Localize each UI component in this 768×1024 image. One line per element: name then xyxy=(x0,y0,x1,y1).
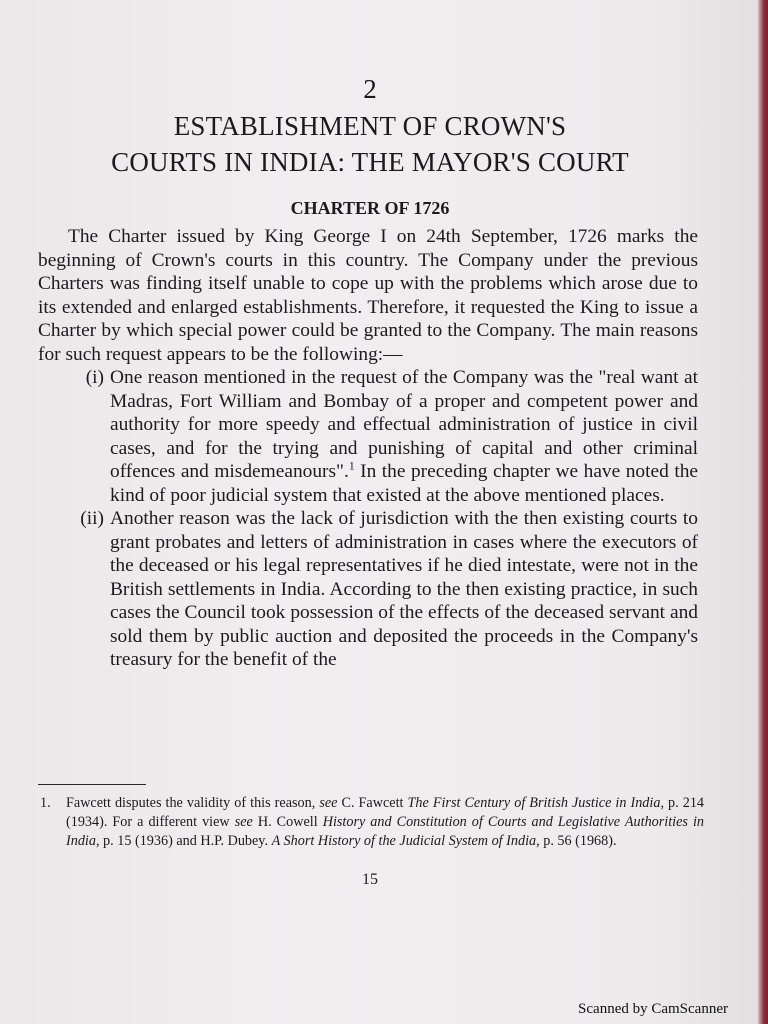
footnote-segment-italic: see xyxy=(234,814,253,830)
footnote-segment: H. Cowell xyxy=(252,814,323,830)
footnote-text xyxy=(66,794,704,851)
footnote-reference[interactable]: 1 xyxy=(348,459,355,473)
reason-text: Another reason was the lack of jurisdiction with the then existing courts to grant probates and letters of administration in cases where the executors of the deceased or his legal representatives if he died intestate, were not in the British settlements in India. According to the then existing practice, in such cases the Council took possession of the effects of the deceased servant and sold them by public auction and deposited the proceeds in the Company's treasury for the benefit of the xyxy=(110,508,698,670)
body-text xyxy=(38,225,698,672)
chapter-title-line-1: ESTABLISHMENT OF CROWN'S xyxy=(173,111,567,141)
footnote-book-title: A Short History of the Judicial System of India xyxy=(271,833,537,849)
chapter-title-line-2: COURTS IN INDIA: THE MAYOR'S COURT xyxy=(111,147,629,177)
footnote-segment: , p. 214 (1934). For a different view xyxy=(66,795,705,830)
page-number: 15 xyxy=(362,871,378,888)
scanner-watermark: Scanned by CamScanner xyxy=(578,1001,728,1017)
footnote-divider xyxy=(38,784,146,785)
list-item xyxy=(38,366,698,507)
list-item-text xyxy=(110,507,698,672)
list-marker: (ii) xyxy=(80,508,104,529)
list-item-text xyxy=(110,366,698,507)
reason-text-continued: In the preceding chapter we have noted the kind of poor judicial system that existed at the above mentioned places. xyxy=(110,461,699,506)
list-item xyxy=(38,507,698,672)
book-edge xyxy=(758,0,768,1024)
footnote-book-title: History and Constitution of Courts and Legislative Authorities in India xyxy=(66,814,704,849)
reason-text: One reason mentioned in the request of the Company was the "real want at Madras, Fort William and Bombay of a proper and competent power and authority for more speedy and effectual administration of justice in civil cases, and for the trying and punishing of capital and other criminal offences and misdemeanours". xyxy=(110,367,698,482)
section-heading: CHARTER OF 1726 xyxy=(290,198,450,218)
chapter-number: 2 xyxy=(363,74,377,104)
footnote-number: 1. xyxy=(40,795,51,811)
footnote xyxy=(40,794,704,851)
intro-paragraph: The Charter issued by King George I on 24th September, 1726 marks the beginning of Crown's courts in this country. The Company under the previous Charters was finding itself unable to cope up with the problems which arose due to its extended and enlarged establishments. Therefore, it requested the King to issue a Charter by which special power could be granted to the Company. The main reasons for such request appears to be the following:— xyxy=(38,226,698,365)
footnote-segment-italic: see xyxy=(319,795,338,811)
footnote-segment: , p. 15 (1936) and H.P. Dubey. xyxy=(95,833,272,849)
chapter-title xyxy=(0,108,740,180)
list-marker: (i) xyxy=(85,367,104,388)
footnote-segment: , p. 56 (1968). xyxy=(536,833,617,849)
footnote-segment: Fawcett disputes the validity of this reason, xyxy=(66,795,320,811)
footnote-book-title: The First Century of British Justice in India xyxy=(407,795,661,811)
footnote-segment: C. Fawcett xyxy=(337,795,408,811)
reasons-list xyxy=(38,366,698,672)
